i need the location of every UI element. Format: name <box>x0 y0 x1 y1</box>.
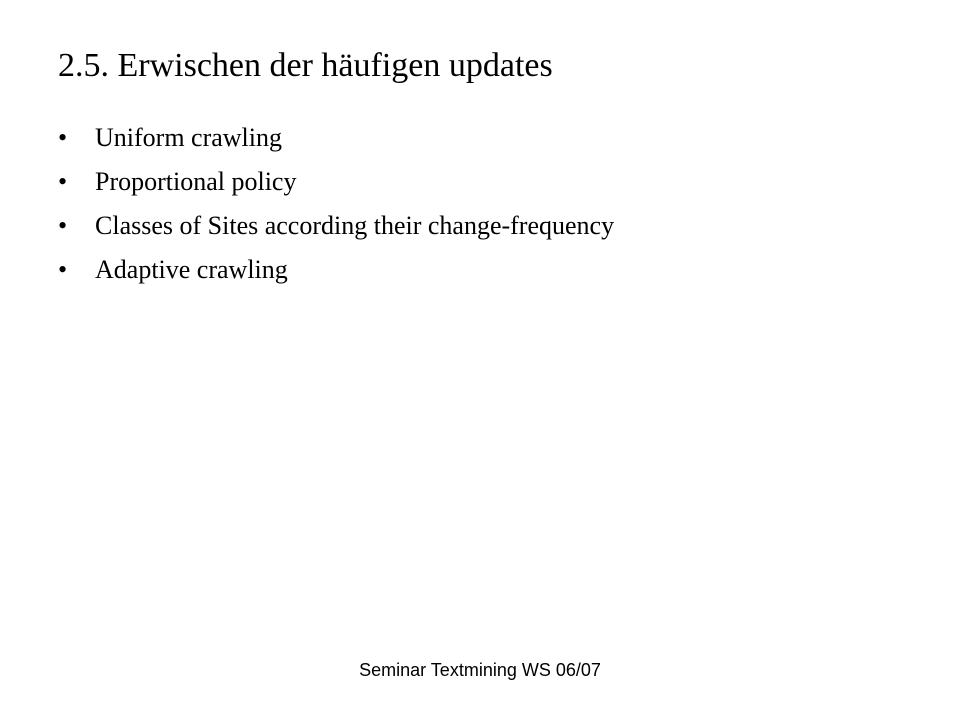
bullet-marker: • <box>58 255 68 284</box>
slide-title: 2.5. Erwischen der häufigen updates <box>58 47 553 84</box>
bullet-marker: • <box>58 211 68 240</box>
bullet-list <box>58 116 614 292</box>
bullet-marker: • <box>58 167 68 196</box>
bullet-item <box>58 116 614 160</box>
bullet-item <box>58 160 614 204</box>
bullet-marker: • <box>58 123 68 152</box>
bullet-text: Uniform crawling <box>95 123 283 152</box>
slide-footer: Seminar Textmining WS 06/07 <box>359 660 601 680</box>
bullet-text: Adaptive crawling <box>95 255 288 284</box>
bullet-text: Classes of Sites according their change-frequency <box>95 211 615 240</box>
bullet-item <box>58 248 614 292</box>
bullet-text: Proportional policy <box>95 167 297 196</box>
bullet-item <box>58 204 614 248</box>
